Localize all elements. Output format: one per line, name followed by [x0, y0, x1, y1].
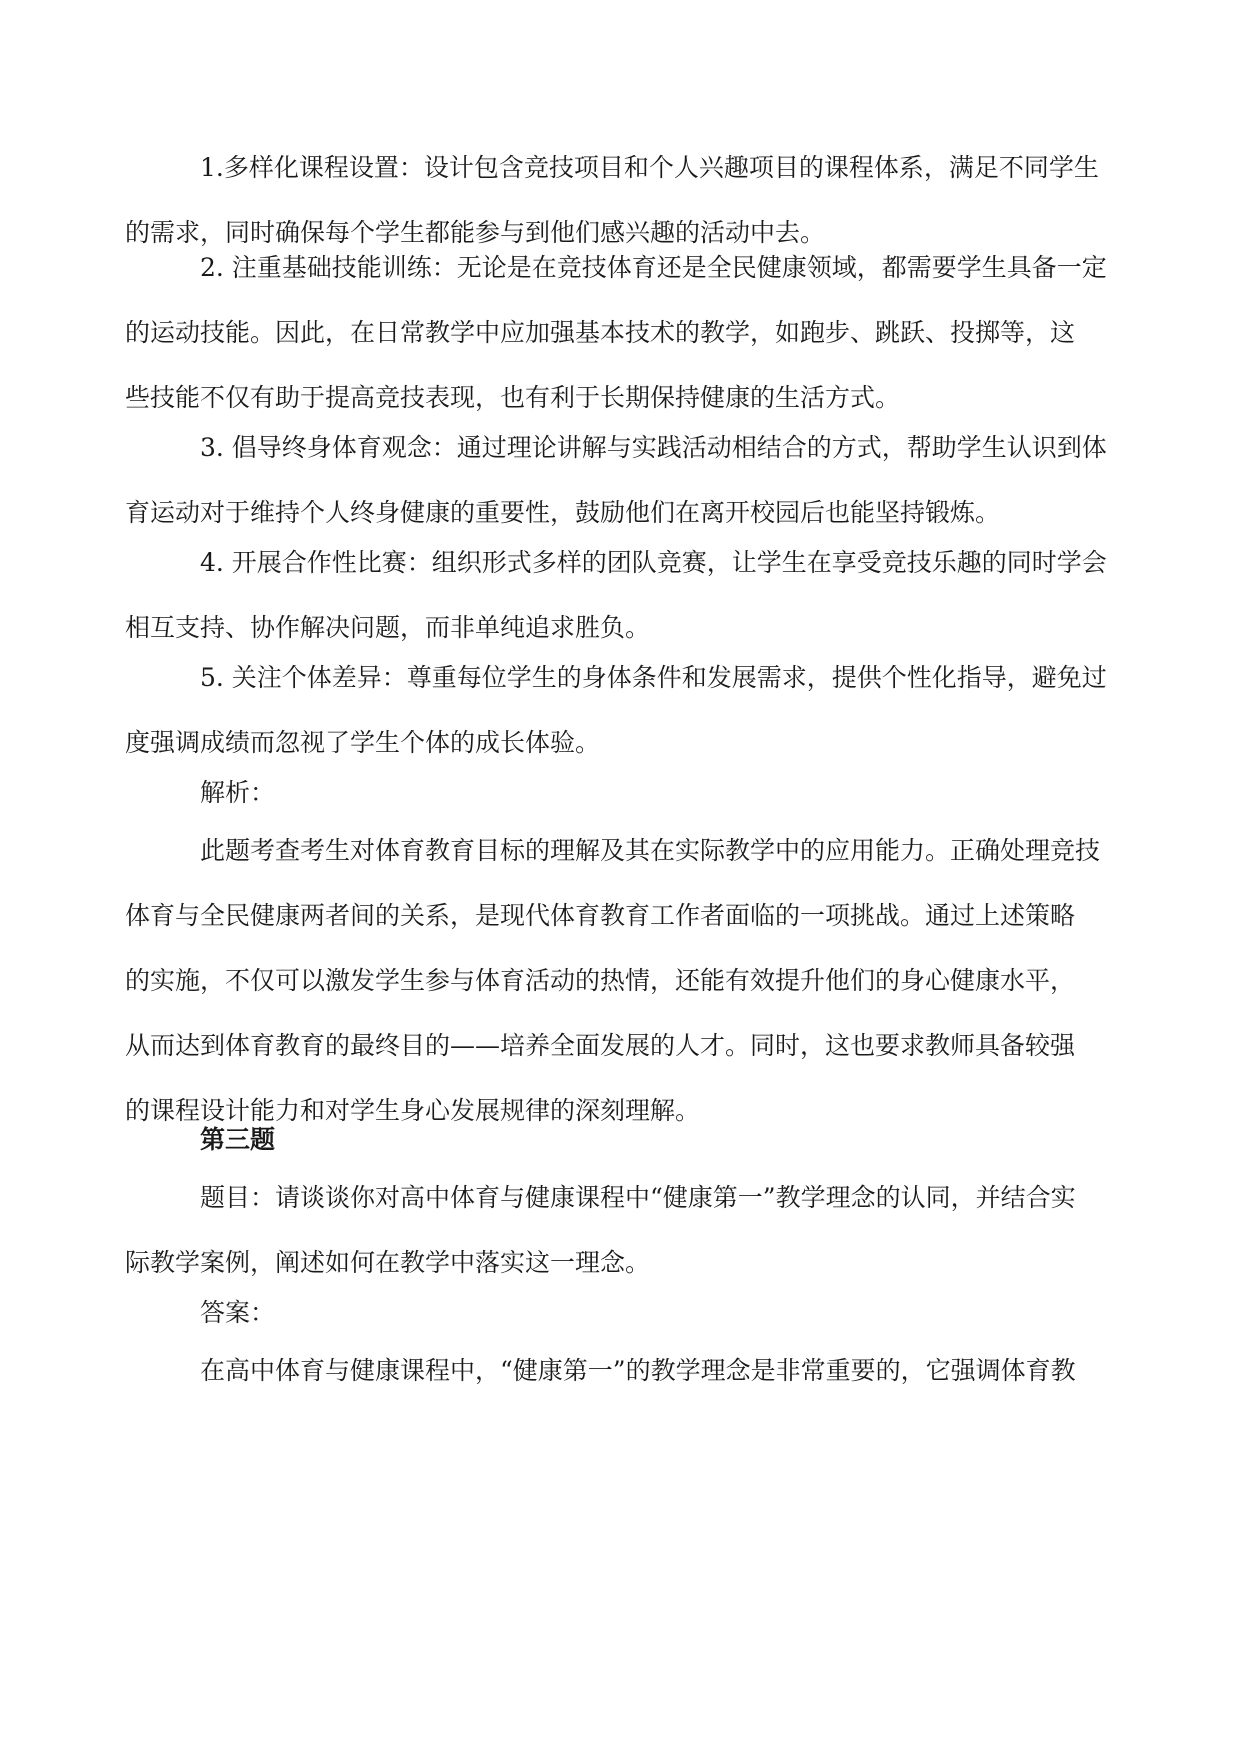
text-line: 4. 开展合作性比赛：组织形式多样的团队竞赛，让学生在享受竞技乐趣的同时学会 [200, 548, 1107, 577]
paragraph-cooperative-games [125, 530, 1107, 660]
text-line: 的课程设计能力和对学生身心发展规律的深刻理解。 [125, 1096, 701, 1125]
paragraph-question [125, 1165, 1098, 1295]
text-line: 此题考查考生对体育教育目标的理解及其在实际教学中的应用能力。正确处理竞技 [200, 836, 1101, 865]
paragraph-lifelong-sports [125, 415, 1107, 545]
paragraph-analysis [125, 818, 1101, 1143]
paragraph-individual-differences [125, 645, 1107, 775]
text-line: 些技能不仅有助于提高竞技表现，也有利于长期保持健康的生活方式。 [125, 383, 901, 412]
paragraph-basic-skills [125, 235, 1107, 430]
text-line: 5. 关注个体差异：尊重每位学生的身体条件和发展需求，提供个性化指导，避免过 [200, 663, 1107, 692]
text-line: 2. 注重基础技能训练：无论是在竞技体育还是全民健康领域，都需要学生具备一定 [200, 253, 1107, 282]
text-line: 度强调成绩而忽视了学生个体的成长体验。 [125, 728, 601, 757]
text-line: 的运动技能。因此，在日常教学中应加强基本技术的教学，如跑步、跳跃、投掷等，这 [125, 318, 1076, 347]
text-line: 的实施，不仅可以激发学生参与体育活动的热情，还能有效提升他们的身心健康水平， [125, 966, 1076, 995]
text-line: 答案： [200, 1298, 276, 1327]
section-heading [200, 1107, 1098, 1172]
text-line: 解析： [200, 778, 276, 807]
text-line: 第三题 [200, 1125, 276, 1154]
text-line: 体育与全民健康两者间的关系，是现代体育教育工作者面临的一项挑战。通过上述策略 [125, 901, 1076, 930]
text-line: 的需求，同时确保每个学生都能参与到他们感兴趣的活动中去。 [125, 218, 826, 247]
text-line: 1.多样化课程设置：设计包含竞技项目和个人兴趣项目的课程体系，满足不同学生 [200, 153, 1099, 182]
paragraph-answer [200, 1338, 1098, 1403]
paragraph-answer-label [200, 1280, 1098, 1345]
text-line: 际教学案例，阐述如何在教学中落实这一理念。 [125, 1248, 651, 1277]
text-line: 相互支持、协作解决问题，而非单纯追求胜负。 [125, 613, 651, 642]
text-line: 3. 倡导终身体育观念：通过理论讲解与实践活动相结合的方式，帮助学生认识到体 [200, 433, 1107, 462]
text-line: 从而达到体育教育的最终目的——培养全面发展的人才。同时，这也要求教师具备较强 [125, 1031, 1076, 1060]
text-line: 育运动对于维持个人终身健康的重要性，鼓励他们在离开校园后也能坚持锻炼。 [125, 498, 1001, 527]
paragraph-analysis-label [200, 760, 1098, 825]
text-line: 在高中体育与健康课程中，“健康第一”的教学理念是非常重要的，它强调体育教 [200, 1356, 1076, 1385]
text-line: 题目：请谈谈你对高中体育与健康课程中“健康第一”教学理念的认同，并结合实 [200, 1183, 1076, 1212]
